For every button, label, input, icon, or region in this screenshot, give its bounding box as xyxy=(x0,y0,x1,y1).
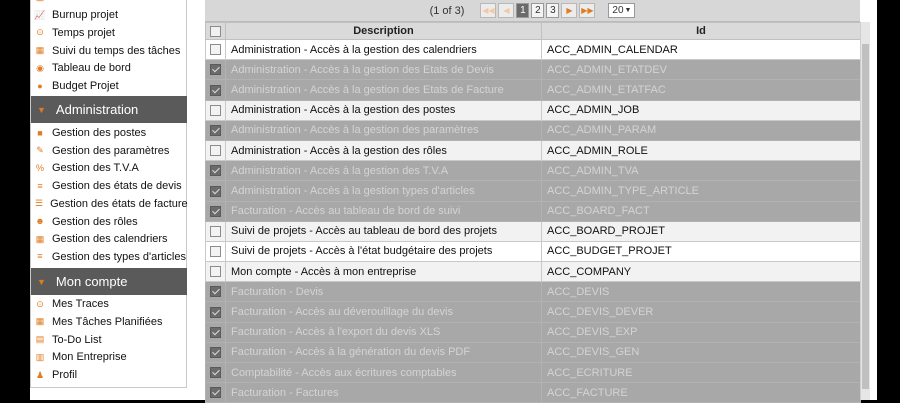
chart-icon xyxy=(35,0,45,2)
row-select-cell[interactable] xyxy=(206,60,226,80)
description-cell: Administration - Accès à la gestion des Etats de Devis xyxy=(226,60,542,80)
id-cell: ACC_BUDGET_PROJET xyxy=(542,241,861,261)
description-cell: Facturation - Accès à la génération du devis PDF xyxy=(226,342,542,362)
sidebar-item[interactable] xyxy=(31,295,186,313)
table-row[interactable] xyxy=(206,282,861,302)
row-checkbox[interactable] xyxy=(210,226,221,237)
chevron-down-icon: ▼ xyxy=(37,276,46,287)
row-checkbox[interactable] xyxy=(210,145,221,156)
sidebar-item[interactable] xyxy=(31,313,186,331)
target-icon: ⊙ xyxy=(36,298,44,309)
row-select-cell[interactable] xyxy=(206,181,226,201)
sidebar-menu xyxy=(30,0,187,400)
section-header-administration[interactable] xyxy=(31,96,187,123)
sidebar-item[interactable] xyxy=(31,366,186,384)
id-cell: ACC_DEVIS_DEVER xyxy=(542,302,861,322)
sidebar-item-label: Budget Projet xyxy=(52,80,119,93)
description-cell: Administration - Accès à la gestion des rôles xyxy=(226,140,542,160)
sidebar-item[interactable] xyxy=(31,42,186,60)
table-row[interactable] xyxy=(206,262,861,282)
row-checkbox[interactable] xyxy=(210,266,221,277)
row-select-cell[interactable] xyxy=(206,282,226,302)
rows-per-page-value: 20 xyxy=(612,5,624,16)
sidebar-item-label: Gestion des états de facture xyxy=(50,197,188,210)
table-row[interactable] xyxy=(206,140,861,160)
id-cell: ACC_ADMIN_CALENDAR xyxy=(542,40,861,60)
column-header-description[interactable]: Description xyxy=(226,23,542,40)
list-icon: ≡ xyxy=(37,180,43,191)
description-cell: Facturation - Devis xyxy=(226,282,542,302)
sidebar-item[interactable] xyxy=(31,348,186,366)
row-select-cell[interactable] xyxy=(206,302,226,322)
sidebar-item[interactable] xyxy=(31,24,186,42)
description-cell: Administration - Accès à la gestion des calendriers xyxy=(226,40,542,60)
chevron-down-icon: ▼ xyxy=(624,7,632,14)
table-row[interactable] xyxy=(206,363,861,383)
chevron-down-icon: ▼ xyxy=(37,104,46,115)
sidebar-item-label: Burnup projet xyxy=(52,9,119,21)
row-select-cell[interactable] xyxy=(206,322,226,342)
row-checkbox[interactable] xyxy=(210,85,221,96)
paginator xyxy=(205,0,860,22)
table-row[interactable] xyxy=(206,120,861,140)
sidebar-item-label: Temps projet xyxy=(52,26,115,39)
description-cell: Administration - Accès à la gestion des T.V.A xyxy=(226,161,542,181)
page-number-button[interactable]: 3 xyxy=(546,3,559,18)
id-cell: ACC_ADMIN_ETATDEV xyxy=(542,60,861,80)
row-select-cell[interactable] xyxy=(206,120,226,140)
row-checkbox[interactable] xyxy=(210,387,221,398)
description-cell: Mon compte - Accès à mon entreprise xyxy=(226,262,542,282)
row-select-cell[interactable] xyxy=(206,221,226,241)
coins-icon: ● xyxy=(37,80,43,91)
prev-page-button[interactable]: ◀ xyxy=(498,3,514,18)
chart-icon: 📈 xyxy=(34,9,46,20)
table-row[interactable] xyxy=(206,161,861,181)
sidebar-item-label: Gestion des postes xyxy=(52,127,147,139)
sidebar-item[interactable] xyxy=(31,230,186,248)
section-header-mon-compte-label: Mon compte xyxy=(55,274,128,289)
sidebar-item-label: Gestion des paramètres xyxy=(52,144,170,157)
description-cell: Administration - Accès à la gestion des postes xyxy=(226,100,542,120)
calendar-icon: ▦ xyxy=(35,45,45,56)
sidebar-item[interactable] xyxy=(31,59,186,77)
sidebar-item-label: Gestion des types d'articles xyxy=(51,250,186,263)
calendar-icon: ▦ xyxy=(35,233,45,244)
table-row[interactable] xyxy=(206,80,861,100)
row-checkbox[interactable] xyxy=(210,165,221,176)
description-cell: Suivi de projets - Accès au tableau de bord des projets xyxy=(226,221,542,241)
percent-icon: % xyxy=(35,162,44,173)
table-row[interactable] xyxy=(206,322,861,342)
sidebar-item[interactable] xyxy=(31,77,186,95)
building-icon: ▥ xyxy=(35,351,45,362)
calendar-icon: ▦ xyxy=(35,316,45,327)
row-checkbox[interactable] xyxy=(210,327,221,338)
sidebar-item-label: To-Do List xyxy=(52,333,102,346)
list-icon: ≡ xyxy=(37,251,43,262)
rows-per-page-select[interactable] xyxy=(608,3,635,18)
sidebar-item[interactable] xyxy=(31,331,186,349)
row-select-cell[interactable] xyxy=(206,40,226,60)
row-checkbox[interactable] xyxy=(210,64,221,75)
table-row[interactable] xyxy=(206,383,861,403)
table-row[interactable] xyxy=(206,60,861,80)
vertical-scrollbar[interactable] xyxy=(860,22,870,400)
row-checkbox[interactable] xyxy=(210,367,221,378)
wrench-icon: ✎ xyxy=(36,145,44,156)
sidebar-item-label: Gestion des rôles xyxy=(52,215,138,228)
sidebar-item[interactable] xyxy=(31,213,186,231)
row-checkbox[interactable] xyxy=(210,186,221,197)
id-cell: ACC_DEVIS xyxy=(542,282,861,302)
id-cell: ACC_ADMIN_JOB xyxy=(542,100,861,120)
description-cell: Administration - Accès à la gestion des Etats de Facture xyxy=(226,80,542,100)
table-row[interactable] xyxy=(206,302,861,322)
row-select-cell[interactable] xyxy=(206,201,226,221)
id-cell: ACC_DEVIS_EXP xyxy=(542,322,861,342)
next-page-button[interactable]: ▶ xyxy=(561,3,577,18)
note-icon: ▤ xyxy=(35,334,45,345)
table-row[interactable] xyxy=(206,241,861,261)
id-cell: ACC_COMPANY xyxy=(542,262,861,282)
table-row[interactable] xyxy=(206,221,861,241)
table-row[interactable] xyxy=(206,201,861,221)
sidebar-item-label: Gestion des T.V.A xyxy=(52,162,139,175)
row-checkbox[interactable] xyxy=(210,44,221,55)
table-row[interactable] xyxy=(206,342,861,362)
row-checkbox[interactable] xyxy=(210,286,221,297)
last-page-button[interactable]: ▶▶ xyxy=(579,3,595,18)
sidebar-item[interactable] xyxy=(31,6,186,24)
briefcase-icon: ■ xyxy=(37,127,43,138)
clock-icon: ⊙ xyxy=(36,27,44,38)
column-header-id[interactable]: Id xyxy=(542,23,861,40)
row-select-cell[interactable] xyxy=(206,140,226,160)
sidebar-item[interactable] xyxy=(31,195,186,213)
row-select-cell[interactable] xyxy=(206,383,226,403)
id-cell: ACC_ADMIN_TYPE_ARTICLE xyxy=(542,181,861,201)
description-cell: Comptabilité - Accès aux écritures comptables xyxy=(226,363,542,383)
permissions-table xyxy=(205,22,861,403)
row-select-cell[interactable] xyxy=(206,100,226,120)
sidebar-panel xyxy=(30,0,187,388)
id-cell: ACC_BOARD_FACT xyxy=(542,201,861,221)
sidebar-item-label: Suivi du temps des tâches xyxy=(52,44,181,57)
row-select-cell[interactable] xyxy=(206,342,226,362)
id-cell: ACC_ADMIN_TVA xyxy=(542,161,861,181)
row-select-cell[interactable] xyxy=(206,363,226,383)
description-cell: Facturation - Accès au tableau de bord de suivi xyxy=(226,201,542,221)
sidebar-item-label: Mes Tâches Planifiées xyxy=(52,315,163,328)
description-cell: Administration - Accès à la gestion des paramètres xyxy=(226,120,542,140)
row-checkbox[interactable] xyxy=(210,307,221,318)
users-icon: ☻ xyxy=(35,216,45,226)
table-body xyxy=(206,40,861,403)
scrollbar-thumb[interactable] xyxy=(862,44,869,389)
row-select-cell[interactable] xyxy=(206,262,226,282)
sidebar-item-label: Profil xyxy=(52,369,78,382)
row-checkbox[interactable] xyxy=(210,206,221,217)
sidebar-item[interactable] xyxy=(31,124,186,142)
row-checkbox[interactable] xyxy=(210,125,221,136)
id-cell: ACC_ADMIN_ETATFAC xyxy=(542,80,861,100)
description-cell: Administration - Accès à la gestion types d'articles xyxy=(226,181,542,201)
description-cell: Facturation - Accès au déverouillage du devis xyxy=(226,302,542,322)
id-cell: ACC_ADMIN_ROLE xyxy=(542,140,861,160)
id-cell: ACC_BOARD_PROJET xyxy=(542,221,861,241)
page-number-button[interactable]: 1 xyxy=(516,3,529,18)
app-window xyxy=(30,0,877,400)
sidebar-item[interactable] xyxy=(31,248,186,266)
id-cell: ACC_DEVIS_GEN xyxy=(542,342,861,362)
description-cell: Facturation - Factures xyxy=(226,383,542,403)
first-page-button[interactable]: ◀◀ xyxy=(480,3,496,18)
description-cell: Suivi de projets - Accès à l'état budgétaire des projets xyxy=(226,241,542,261)
user-icon: ♟ xyxy=(35,369,45,380)
row-select-cell[interactable] xyxy=(206,80,226,100)
sidebar-item-label: Gestion des états de devis xyxy=(52,180,182,193)
page-numbers xyxy=(515,3,560,18)
section-header-mon-compte[interactable] xyxy=(31,268,187,295)
table-row[interactable] xyxy=(206,181,861,201)
table-header-row xyxy=(206,23,861,40)
sidebar-item-label: Tableau de bord xyxy=(52,62,131,75)
dashboard-icon: ◉ xyxy=(36,62,44,73)
select-all-checkbox[interactable] xyxy=(210,26,221,37)
row-select-cell[interactable] xyxy=(206,241,226,261)
sidebar-item[interactable] xyxy=(31,142,186,160)
list-alt-icon: ☰ xyxy=(35,198,44,209)
row-checkbox[interactable] xyxy=(210,105,221,116)
row-select-cell[interactable] xyxy=(206,161,226,181)
description-cell: Facturation - Accès à l'export du devis XLS xyxy=(226,322,542,342)
id-cell: ACC_ECRITURE xyxy=(542,363,861,383)
section-header-administration-label: Administration xyxy=(55,102,139,117)
select-all-header[interactable] xyxy=(206,23,226,40)
table-row[interactable] xyxy=(206,40,861,60)
row-checkbox[interactable] xyxy=(210,347,221,358)
id-cell: ACC_FACTURE xyxy=(542,383,861,403)
row-checkbox[interactable] xyxy=(210,246,221,257)
sidebar-item[interactable] xyxy=(31,159,186,177)
id-cell: ACC_ADMIN_PARAM xyxy=(542,120,861,140)
page-number-button[interactable]: 2 xyxy=(531,3,544,18)
permissions-table-panel xyxy=(205,0,860,400)
sidebar-item[interactable] xyxy=(31,177,186,195)
sidebar-item-label: Mon Entreprise xyxy=(52,351,127,364)
sidebar-item-label: Gestion des calendriers xyxy=(52,233,168,246)
table-row[interactable] xyxy=(206,100,861,120)
page-info: (1 of 3) xyxy=(429,4,465,17)
sidebar-item-label: Mes Traces xyxy=(52,298,109,310)
